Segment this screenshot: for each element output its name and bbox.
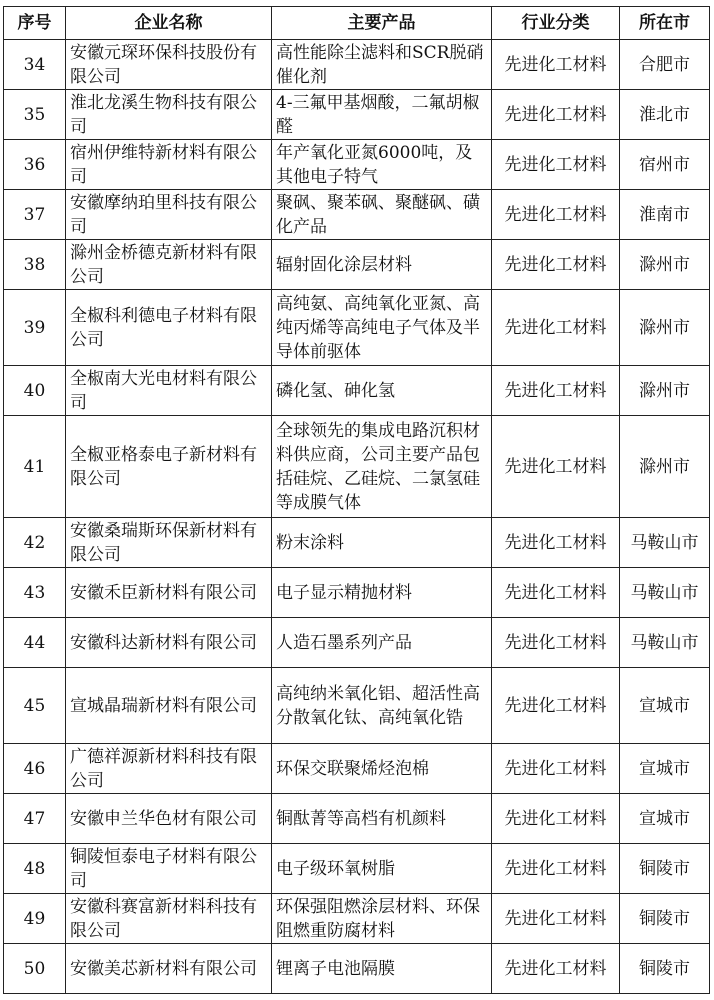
- cell-industry-category: 先进化工材料: [492, 240, 620, 290]
- cell-company-name: 宣城晶瑞新材料有限公司: [66, 668, 272, 744]
- table-row: [4, 90, 710, 140]
- table-row: [4, 668, 710, 744]
- header-company-name: 企业名称: [66, 7, 272, 40]
- cell-main-products: 高性能除尘滤料和SCR脱硝催化剂: [272, 40, 492, 90]
- cell-city: 马鞍山市: [620, 568, 710, 618]
- cell-main-products: 高纯氨、高纯氧化亚氮、高纯丙烯等高纯电子气体及半导体前驱体: [272, 290, 492, 366]
- cell-main-products: 聚砜、聚苯砜、聚醚砜、磺化产品: [272, 190, 492, 240]
- cell-main-products: 全球领先的集成电路沉积材料供应商，公司主要产品包括硅烷、乙硅烷、二氯氢硅等成膜气体: [272, 416, 492, 518]
- cell-serial: 45: [4, 668, 66, 744]
- cell-serial: 40: [4, 366, 66, 416]
- table-row: [4, 366, 710, 416]
- cell-main-products: 磷化氢、砷化氢: [272, 366, 492, 416]
- cell-company-name: 铜陵恒泰电子材料有限公司: [66, 844, 272, 894]
- cell-serial: 39: [4, 290, 66, 366]
- header-industry-category: 行业分类: [492, 7, 620, 40]
- cell-serial: 44: [4, 618, 66, 668]
- cell-company-name: 安徽摩纳珀里科技有限公司: [66, 190, 272, 240]
- cell-serial: 38: [4, 240, 66, 290]
- cell-serial: 43: [4, 568, 66, 618]
- cell-company-name: 全椒亚格泰电子新材料有限公司: [66, 416, 272, 518]
- cell-city: 滁州市: [620, 416, 710, 518]
- cell-serial: 50: [4, 944, 66, 994]
- table-body: [4, 40, 710, 994]
- cell-main-products: 人造石墨系列产品: [272, 618, 492, 668]
- cell-serial: 48: [4, 844, 66, 894]
- cell-company-name: 全椒南大光电材料有限公司: [66, 366, 272, 416]
- table-row: [4, 40, 710, 90]
- cell-company-name: 滁州金桥德克新材料有限公司: [66, 240, 272, 290]
- cell-industry-category: 先进化工材料: [492, 190, 620, 240]
- cell-main-products: 电子显示精抛材料: [272, 568, 492, 618]
- header-serial: 序号: [4, 7, 66, 40]
- cell-industry-category: 先进化工材料: [492, 844, 620, 894]
- cell-city: 宣城市: [620, 794, 710, 844]
- cell-serial: 41: [4, 416, 66, 518]
- table-row: [4, 240, 710, 290]
- table-row: [4, 140, 710, 190]
- cell-company-name: 全椒科利德电子材料有限公司: [66, 290, 272, 366]
- cell-industry-category: 先进化工材料: [492, 90, 620, 140]
- cell-main-products: 环保强阻燃涂层材料、环保阻燃重防腐材料: [272, 894, 492, 944]
- cell-city: 宣城市: [620, 668, 710, 744]
- cell-city: 滁州市: [620, 366, 710, 416]
- cell-city: 宣城市: [620, 744, 710, 794]
- cell-main-products: 电子级环氧树脂: [272, 844, 492, 894]
- cell-company-name: 安徽元琛环保科技股份有限公司: [66, 40, 272, 90]
- cell-main-products: 高纯纳米氧化铝、超活性高分散氧化钛、高纯氧化锆: [272, 668, 492, 744]
- table-row: [4, 190, 710, 240]
- cell-city: 铜陵市: [620, 844, 710, 894]
- cell-company-name: 安徽禾臣新材料有限公司: [66, 568, 272, 618]
- cell-main-products: 年产氧化亚氮6000吨，及其他电子特气: [272, 140, 492, 190]
- cell-industry-category: 先进化工材料: [492, 518, 620, 568]
- cell-industry-category: 先进化工材料: [492, 894, 620, 944]
- cell-company-name: 宿州伊维特新材料有限公司: [66, 140, 272, 190]
- cell-industry-category: 先进化工材料: [492, 290, 620, 366]
- cell-serial: 46: [4, 744, 66, 794]
- cell-city: 马鞍山市: [620, 618, 710, 668]
- table-row: [4, 794, 710, 844]
- cell-city: 铜陵市: [620, 944, 710, 994]
- cell-main-products: 粉末涂料: [272, 518, 492, 568]
- cell-city: 淮北市: [620, 90, 710, 140]
- table-row: [4, 744, 710, 794]
- cell-main-products: 辐射固化涂层材料: [272, 240, 492, 290]
- table-row: [4, 290, 710, 366]
- cell-industry-category: 先进化工材料: [492, 366, 620, 416]
- cell-serial: 34: [4, 40, 66, 90]
- cell-company-name: 安徽美芯新材料有限公司: [66, 944, 272, 994]
- enterprise-table: [3, 6, 710, 994]
- cell-company-name: 安徽科达新材料有限公司: [66, 618, 272, 668]
- table-row: [4, 894, 710, 944]
- header-city: 所在市: [620, 7, 710, 40]
- cell-main-products: 铜酞菁等高档有机颜料: [272, 794, 492, 844]
- cell-company-name: 淮北龙溪生物科技有限公司: [66, 90, 272, 140]
- cell-industry-category: 先进化工材料: [492, 416, 620, 518]
- header-main-products: 主要产品: [272, 7, 492, 40]
- cell-city: 淮南市: [620, 190, 710, 240]
- table-row: [4, 618, 710, 668]
- cell-main-products: 环保交联聚烯烃泡棉: [272, 744, 492, 794]
- cell-industry-category: 先进化工材料: [492, 568, 620, 618]
- cell-company-name: 安徽桑瑞斯环保新材料有限公司: [66, 518, 272, 568]
- cell-serial: 35: [4, 90, 66, 140]
- cell-serial: 49: [4, 894, 66, 944]
- cell-industry-category: 先进化工材料: [492, 794, 620, 844]
- cell-city: 滁州市: [620, 240, 710, 290]
- cell-industry-category: 先进化工材料: [492, 944, 620, 994]
- table-row: [4, 518, 710, 568]
- cell-company-name: 广德祥源新材料科技有限公司: [66, 744, 272, 794]
- cell-industry-category: 先进化工材料: [492, 668, 620, 744]
- cell-city: 铜陵市: [620, 894, 710, 944]
- table-row: [4, 416, 710, 518]
- header-row: [4, 7, 710, 40]
- cell-serial: 37: [4, 190, 66, 240]
- cell-city: 宿州市: [620, 140, 710, 190]
- cell-city: 马鞍山市: [620, 518, 710, 568]
- cell-serial: 42: [4, 518, 66, 568]
- cell-industry-category: 先进化工材料: [492, 618, 620, 668]
- cell-industry-category: 先进化工材料: [492, 744, 620, 794]
- cell-industry-category: 先进化工材料: [492, 140, 620, 190]
- table-row: [4, 844, 710, 894]
- cell-company-name: 安徽科赛富新材料科技有限公司: [66, 894, 272, 944]
- cell-industry-category: 先进化工材料: [492, 40, 620, 90]
- cell-main-products: 4-三氟甲基烟酸，二氟胡椒醛: [272, 90, 492, 140]
- table-row: [4, 568, 710, 618]
- cell-main-products: 锂离子电池隔膜: [272, 944, 492, 994]
- cell-serial: 47: [4, 794, 66, 844]
- cell-city: 合肥市: [620, 40, 710, 90]
- cell-serial: 36: [4, 140, 66, 190]
- cell-company-name: 安徽申兰华色材有限公司: [66, 794, 272, 844]
- cell-city: 滁州市: [620, 290, 710, 366]
- table-row: [4, 944, 710, 994]
